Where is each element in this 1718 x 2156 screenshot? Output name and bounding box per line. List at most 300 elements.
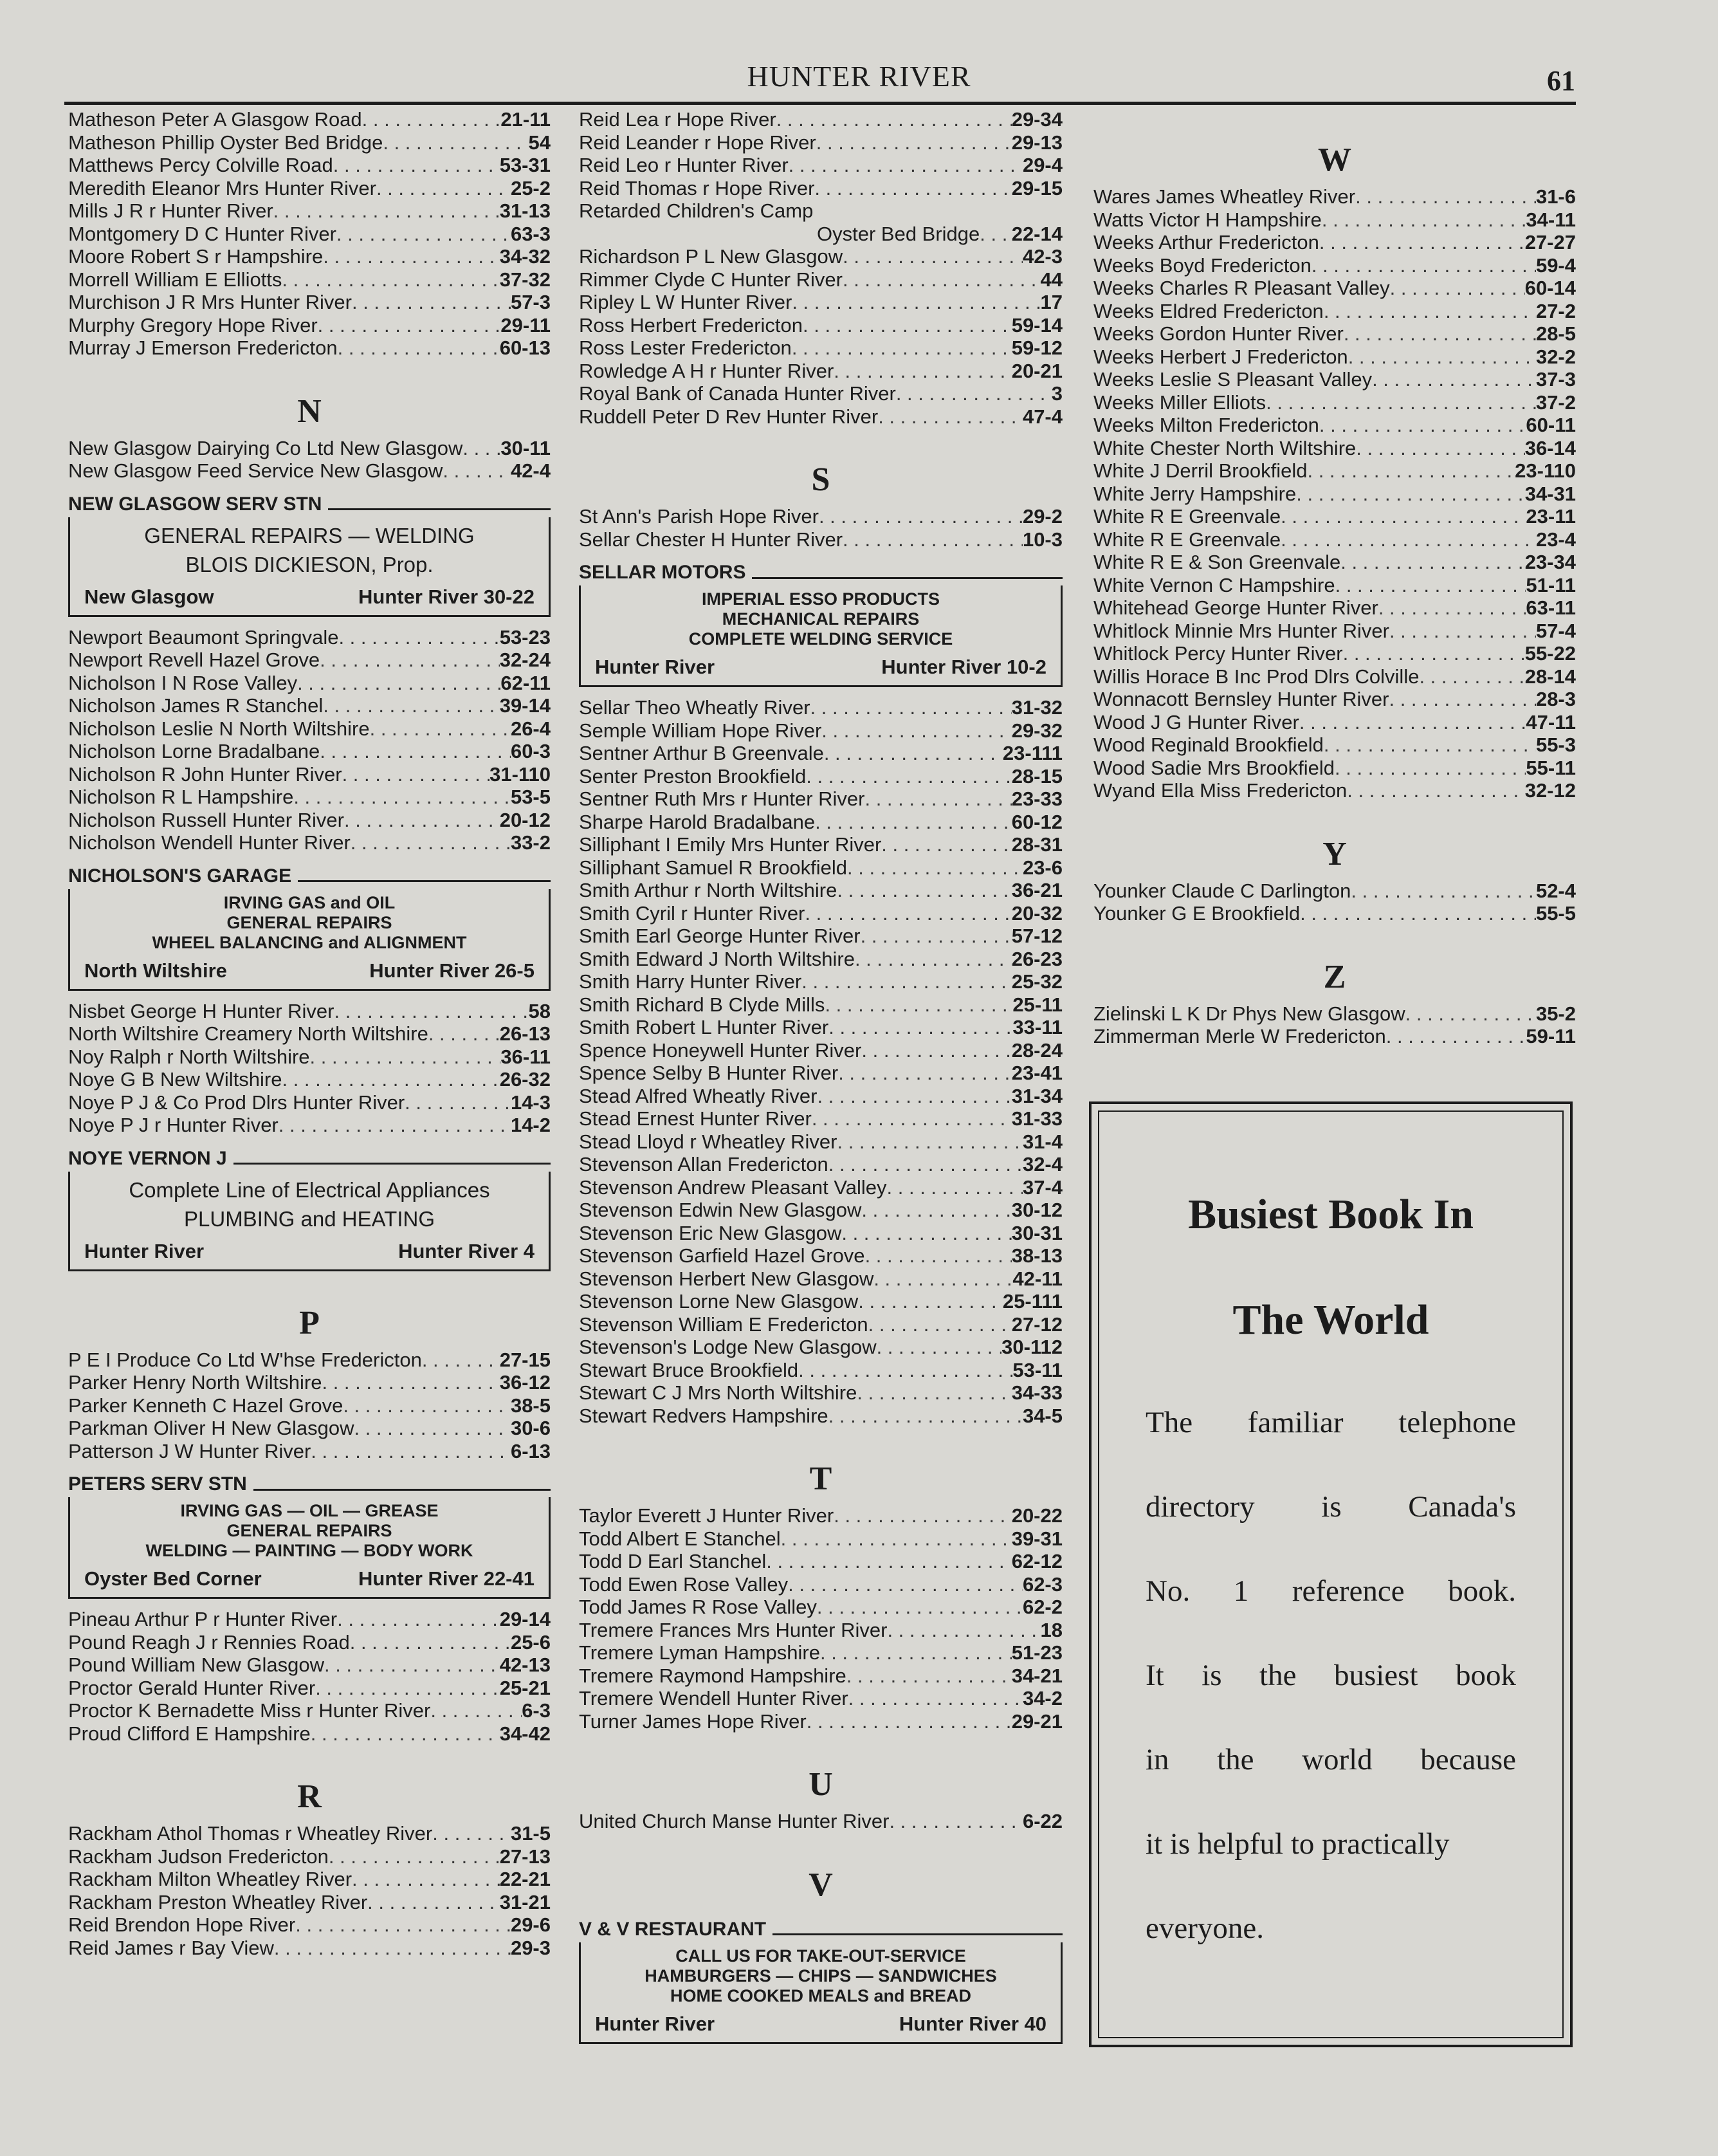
leader-dots [838,1062,1012,1085]
listing-phone-number: 47-11 [1526,710,1576,733]
listing-name: Weeks Herbert J Fredericton [1093,345,1348,368]
listing-phone-number: 47-4 [1022,405,1063,428]
listing-phone-number: 26-32 [499,1068,551,1091]
listing-name: Wood Reginald Brookfield [1093,733,1324,756]
listing-name: Wyand Ella Miss Fredericton [1093,779,1348,802]
promo-box [1089,1101,1573,2047]
listing-entry [1093,505,1576,528]
listing-name: Wood J G Hunter River [1093,710,1299,733]
listing-name: Parkman Oliver H New Glasgow [68,1417,354,1439]
leader-dots [834,1504,1011,1527]
listing-name: Pound William New Glasgow [68,1654,324,1676]
listing-phone-number: 31-21 [499,1890,551,1913]
leader-dots [367,1891,500,1914]
leader-dots [887,1619,1040,1642]
leader-dots [351,831,511,854]
listing-entry [68,1608,551,1631]
listing-phone-number: 27-27 [1524,231,1576,253]
listing-entry [579,314,1063,337]
listing-phone-number: 44 [1040,268,1063,291]
listing-name: Zielinski L K Dr Phys New Glasgow [1093,1002,1405,1025]
listing-entry [579,1619,1063,1642]
business-ad-rule [253,1489,551,1491]
listing-phone-number: 32-24 [499,649,551,671]
listing-name: Nicholson James R Stanchel [68,694,324,717]
listing-entry [68,108,551,131]
listing-phone-number: 37-32 [499,268,551,291]
listing-phone-number: 60-13 [499,336,551,359]
listing-name: Stead Lloyd r Wheatley River [579,1130,837,1153]
promo-body-line: It is the busiest book [1146,1659,1516,1692]
promo-inner-frame [1098,1110,1564,2038]
listing-phone-number: 57-3 [510,291,551,313]
business-ad-heading: PETERS SERV STN [68,1473,247,1495]
listing-name: Reid Brendon Hope River [68,1913,296,1936]
listing-name: Rackham Milton Wheatley River [68,1868,352,1890]
listing-phone-number: 55-5 [1535,902,1576,925]
leader-dots [324,1654,500,1677]
leader-dots [334,1000,529,1023]
listing-name: P E I Produce Co Ltd W'hse Fredericton [68,1348,422,1371]
business-ad-header [68,492,551,517]
listing-entry [68,1913,551,1937]
listing-name: Semple William Hope River [579,719,822,742]
leader-dots [803,314,1012,337]
business-ad-line: IMPERIAL ESSO PRODUCTS [701,589,940,609]
listing-entry [1093,620,1576,643]
listing-entry [68,1349,551,1372]
section-letter-heading: N [297,392,322,430]
promo-title [1146,1162,1516,1373]
listing-phone-number: 34-42 [499,1722,551,1745]
listing-name: White R E & Son Greenvale [1093,551,1341,573]
listing-entry [579,268,1063,291]
listing-entry [579,1664,1063,1688]
listing-name: Wood Sadie Mrs Brookfield [1093,756,1335,779]
listing-phone-number: 42-3 [1022,245,1063,268]
listing-name: Spence Honeywell Hunter River [579,1038,862,1062]
listing-entry [68,223,551,246]
listing-phone-number: 17 [1040,291,1063,313]
listing-phone-number: 60-12 [1011,810,1063,833]
business-ad-line: MECHANICAL REPAIRS [722,609,920,629]
listing-name: Wares James Wheatley River [1093,185,1356,208]
listing-name: Oyster Bed Bridge [817,222,980,245]
leader-dots [1296,483,1524,506]
leader-dots [858,1290,1003,1313]
listing-name: Stead Alfred Wheatly River [579,1084,818,1107]
listing-entry [579,1313,1063,1336]
listing-name: Tremere Lyman Hampshire [579,1641,820,1664]
listing-name: Stevenson Lorne New Glasgow [579,1290,859,1313]
leader-dots [311,1722,500,1746]
leader-dots [819,505,1023,528]
listing-phone-number: 32-2 [1535,345,1576,368]
listing-section [579,1863,1063,2044]
listing-name: Nicholson Lorne Bradalbane [68,740,320,762]
listing-entry [579,1107,1063,1130]
business-ad-location: Hunter River [84,1239,205,1262]
listing-phone-number: 20-12 [499,808,551,831]
listing-phone-number: 37-4 [1022,1175,1063,1199]
leader-dots [329,1845,500,1868]
listing-phone-number: 53-31 [499,154,551,176]
leader-dots [1372,368,1536,391]
listing-entry [579,1596,1063,1619]
listing-entry [68,1046,551,1069]
listing-phone-number: 37-3 [1535,368,1576,391]
listing-entry [68,131,551,154]
listing-entry [68,1068,551,1091]
leader-dots [847,856,1023,880]
listing-entry [68,809,551,832]
leader-dots [864,788,1011,811]
business-ad-footer [84,585,535,609]
listing-name: Weeks Miller Elliots [1093,391,1266,414]
listing-name: Mills J R r Hunter River [68,199,273,222]
leader-dots [1356,437,1524,460]
listing-entry [579,833,1063,856]
listing-name: North Wiltshire Creamery North Wiltshire [68,1022,428,1045]
listing-name: Weeks Charles R Pleasant Valley [1093,277,1390,299]
business-ad-heading: SELLAR MOTORS [579,562,746,583]
listing-section [68,492,551,617]
listing-entry [579,199,1063,223]
listing-phone-number: 28-3 [1535,688,1576,710]
listing-phone-number: 35-2 [1535,1002,1576,1025]
leader-dots [1389,620,1536,643]
listing-entry [68,649,551,672]
listing-section [579,108,1063,428]
leader-dots [1378,596,1526,620]
listing-entry [579,879,1063,902]
page-running-title: HUNTER RIVER [747,60,971,93]
leader-dots [322,1371,499,1394]
listing-name: Smith Arthur r North Wiltshire [579,879,837,901]
leader-dots [1281,505,1526,528]
listing-section [579,1762,1063,1833]
business-ad-footer [84,959,535,982]
listing-phone-number: 14-2 [510,1114,551,1136]
leader-dots [315,1677,500,1700]
listing-name: Matheson Phillip Oyster Bed Bridge [68,131,383,154]
listing-entry [579,856,1063,880]
listing-entry [1093,346,1576,369]
listing-name: Murphy Gregory Hope River [68,313,318,336]
listing-entry [68,177,551,200]
listing-phone-number: 29-15 [1011,176,1063,199]
business-ad [579,1917,1063,2044]
listing-entry [1093,711,1576,734]
listing-phone-number: 33-2 [510,831,551,854]
listing-phone-number: 30-6 [510,1417,551,1439]
listing-phone-number: 29-13 [1011,131,1063,154]
listing-name: White J Derril Brookfield [1093,459,1308,482]
listing-entry [68,1440,551,1463]
listing-phone-number: 60-3 [510,740,551,762]
leader-dots [781,1527,1012,1551]
listing-name: Parker Henry North Wiltshire [68,1371,322,1394]
business-ad-box [68,889,551,991]
leader-dots [323,694,499,717]
listing-entry [579,1641,1063,1664]
listing-entry [579,382,1063,405]
listing-name: Todd Ewen Rose Valley [579,1572,789,1596]
leader-dots [318,314,501,337]
business-ad-location: North Wiltshire [84,959,227,982]
listing-name: Matheson Peter A Glasgow Road [68,108,362,131]
listing-entry [1093,902,1576,925]
listing-section [579,457,1063,551]
listing-name: St Ann's Parish Hope River [579,505,819,528]
listing-section [68,389,551,483]
listing-name: Whitlock Minnie Mrs Hunter River [1093,619,1389,642]
listing-phone-number: 31-4 [1022,1130,1063,1153]
listing-entry [68,1845,551,1868]
listing-entry [68,763,551,786]
listing-section [579,1457,1063,1733]
business-ad-line: BLOIS DICKIESON, Prop. [185,552,434,576]
leader-dots [820,1641,1012,1664]
listing-phone-number: 20-32 [1011,901,1063,925]
listing-section [579,696,1063,1427]
listing-phone-number: 31-34 [1011,1084,1063,1107]
leader-dots [297,672,500,695]
listing-name: Noye G B New Wiltshire [68,1068,282,1091]
leader-dots [370,717,511,741]
listing-entry [579,1810,1063,1833]
leader-dots [846,1664,1012,1688]
listing-entry [68,1371,551,1394]
listing-phone-number: 63-11 [1526,596,1576,619]
listing-entry [68,1937,551,1960]
listing-phone-number: 23-110 [1515,459,1576,482]
listing-name: Sentner Arthur B Greenvale [579,742,824,764]
listing-name: Tremere Frances Mrs Hunter River [579,1618,888,1641]
listing-section [1093,138,1576,802]
section-letter-heading: U [809,1766,833,1803]
listing-phone-number: 32-4 [1022,1153,1063,1175]
listing-name: Reid Leander r Hope River [579,131,816,154]
listing-name: Stewart Bruce Brookfield [579,1358,799,1381]
leader-dots [1347,779,1524,802]
section-letter-heading: T [809,1460,832,1497]
business-ad-heading: V & V RESTAURANT [579,1918,767,1940]
business-ad-box [68,1172,551,1271]
listing-phone-number: 25-21 [499,1676,551,1699]
listing-section [68,1301,551,1463]
leader-dots [1319,414,1526,437]
leader-dots [293,786,511,809]
listing-name: Proud Clifford E Hampshire [68,1722,311,1745]
listing-name: Younker Claude C Darlington [1093,879,1351,902]
listing-entry [68,1417,551,1440]
section-letter-heading: R [297,1778,322,1815]
listing-phone-number: 29-6 [510,1913,551,1936]
listing-phone-number: 34-33 [1011,1381,1063,1404]
leader-dots [1324,300,1536,323]
leader-dots [1389,688,1535,711]
leader-dots [428,1022,500,1046]
leader-dots [338,336,500,360]
leader-dots [834,360,1011,383]
leader-dots [1340,551,1524,574]
leader-dots [766,1550,1011,1573]
leader-dots [333,154,500,177]
listing-phone-number: 39-14 [499,694,551,717]
leader-dots [354,1417,510,1440]
listing-entry [579,360,1063,383]
leader-dots [1322,208,1526,232]
listing-entry [1093,688,1576,711]
listing-phone-number: 37-2 [1535,391,1576,414]
listing-name: Todd James R Rose Valley [579,1596,817,1618]
listing-phone-number: 29-21 [1011,1709,1063,1733]
listing-name: Stevenson's Lodge New Glasgow [579,1336,877,1358]
listing-entry [1093,208,1576,232]
listing-name: Patterson J W Hunter River [68,1439,311,1462]
business-ad [68,863,551,991]
listing-entry [579,970,1063,993]
listing-section [68,108,551,360]
listing-entry [68,245,551,268]
listing-phone-number: 22-14 [1011,222,1063,245]
listing-entry [1093,596,1576,620]
leader-dots [861,1039,1011,1062]
business-ad-footer [595,2013,1046,2036]
leader-dots [1348,346,1536,369]
listing-entry [579,1130,1063,1154]
business-ad-footer [595,656,1046,679]
listing-name: Stewart Redvers Hampshire [579,1404,828,1427]
listing-entry [68,786,551,809]
listing-entry [1093,459,1576,483]
listing-name: Royal Bank of Canada Hunter River [579,382,896,405]
listing-name: Sellar Chester H Hunter River [579,528,843,551]
promo-body-line: The familiar telephone [1146,1406,1516,1439]
business-ad-heading: NICHOLSON'S GARAGE [68,865,292,887]
leader-dots [320,740,511,763]
listing-phone-number: 36-14 [1524,436,1576,459]
promo-body-line: directory is Canada's [1146,1490,1516,1524]
listing-phone-number: 6-22 [1022,1810,1063,1832]
listing-entry [1093,322,1576,346]
listing-name: Proctor Gerald Hunter River [68,1676,316,1699]
listing-phone-number: 26-23 [1011,947,1063,970]
leader-dots [806,765,1011,788]
listing-entry [68,1631,551,1654]
listing-phone-number: 27-15 [499,1348,551,1371]
listing-entry [68,459,551,483]
business-ad-footer [84,1240,535,1263]
leader-dots [1343,642,1525,665]
listing-name: Smith Robert L Hunter River [579,1016,829,1038]
listing-phone-number: 27-12 [1011,1313,1063,1336]
listing-entry [1093,277,1576,300]
listing-entry [579,993,1063,1017]
listing-phone-number: 53-23 [499,625,551,649]
listing-name: Sellar Theo Wheatly River [579,696,810,719]
listing-name: White R E Greenvale [1093,528,1281,551]
business-ad-header [579,1917,1063,1942]
listing-phone-number: 62-3 [1022,1572,1063,1596]
listing-name: Montgomery D C Hunter River [68,222,336,245]
listing-name: Weeks Boyd Fredericton [1093,253,1311,277]
listing-name: Stewart C J Mrs North Wiltshire [579,1381,857,1404]
listing-name: Silliphant Samuel R Brookfield [579,856,847,879]
business-ad [68,492,551,617]
listing-entry [579,336,1063,360]
listing-phone-number: 25-32 [1011,970,1063,993]
leader-dots [443,459,511,483]
listing-name: Sentner Ruth Mrs r Hunter River [579,788,865,810]
listing-name: Richardson P L New Glasgow [579,245,843,268]
leader-dots [1419,665,1524,688]
leader-dots [855,948,1012,971]
listing-name: Weeks Milton Fredericton [1093,414,1319,436]
leader-dots [282,1068,499,1091]
listing-entry [579,223,1063,246]
listing-name: Newport Revell Hazel Grove [68,649,320,671]
listing-name: Ross Herbert Fredericton [579,313,803,336]
leader-dots [344,809,500,832]
listing-name: Stevenson Andrew Pleasant Valley [579,1175,887,1199]
listing-entry [1093,483,1576,506]
leader-dots [350,1631,511,1654]
listing-name: Ruddell Peter D Rev Hunter River [579,405,879,428]
listing-entry [68,672,551,695]
listing-entry [1093,300,1576,323]
listing-name: Ripley L W Hunter River [579,291,792,313]
leader-dots [1355,185,1536,208]
page-number: 61 [1547,65,1575,97]
listing-entry [1093,757,1576,780]
listing-name: Stevenson Herbert New Glasgow [579,1267,874,1290]
listing-section [579,560,1063,687]
listing-phone-number: 34-2 [1022,1687,1063,1709]
leader-dots [1319,231,1525,254]
listing-name: Stevenson Garfield Hazel Grove [579,1244,865,1267]
listing-entry [579,1062,1063,1085]
listing-name: Rackham Athol Thomas r Wheatley River [68,1822,433,1845]
listing-phone-number: 51-11 [1526,573,1576,596]
listing-phone-number: 30-12 [1011,1199,1063,1221]
listing-entry [579,1381,1063,1405]
leader-dots [1335,574,1526,597]
listing-entry [1093,574,1576,597]
listing-phone-number: 36-21 [1011,879,1063,901]
promo-body [1146,1381,1516,1971]
listing-entry [579,1359,1063,1382]
promo-title-line: The World [1232,1296,1429,1343]
listing-name: Nicholson Wendell Hunter River [68,831,351,854]
listing-entry [68,1822,551,1845]
listing-phone-number: 38-5 [510,1394,551,1417]
listing-name: Pound Reagh J r Rennies Road [68,1630,350,1654]
listing-name: Retarded Children's Camp [579,199,814,222]
listing-entry [579,1687,1063,1710]
listing-phone-number: 25-2 [510,176,551,199]
business-ad-box [68,517,551,617]
listing-section [68,1471,551,1599]
listing-phone-number: 31-6 [1535,185,1576,208]
listing-entry [579,177,1063,200]
listing-phone-number: 36-11 [500,1045,551,1068]
section-letter-heading: Y [1322,835,1347,872]
listing-entry [579,1153,1063,1176]
listing-phone-number: 42-11 [1012,1267,1063,1290]
leader-dots [878,405,1023,428]
